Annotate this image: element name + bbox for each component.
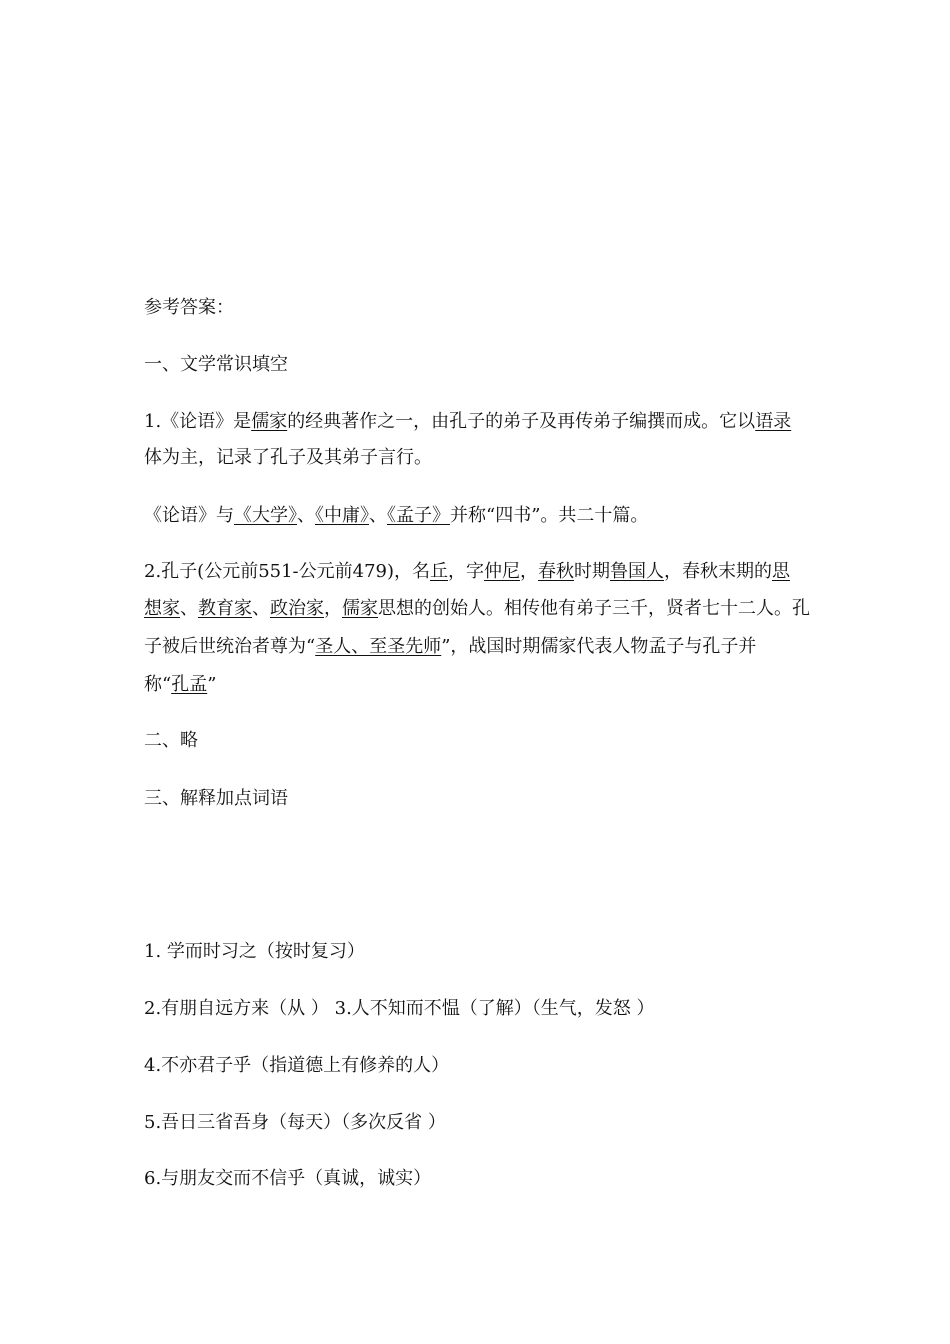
blank-answer: 教育家 [198, 598, 252, 619]
blank-answer: 政治家 [270, 598, 324, 619]
list-item: 2.有朋自远方来（从 ） 3.人不知而不愠（了解）（生气，发怒 ） [144, 998, 655, 1019]
blank-answer: 孔孟 [171, 674, 208, 695]
paragraph-1-line-2: 体为主，记录了孔子及其弟子言行。 [144, 447, 432, 468]
text: 思想的创始人。相传他有弟子三千，贤者七十二人。孔 [378, 598, 810, 619]
blank-answer: 鲁国人 [610, 561, 665, 582]
blank-answer: 想家 [144, 598, 180, 619]
text: 《论语》与 [144, 505, 234, 526]
text: ，春秋末期的 [664, 561, 773, 582]
paragraph-3-line-3 [144, 635, 756, 659]
blank-answer: 语录 [755, 411, 792, 432]
blank-answer: 《大学》 [234, 505, 297, 526]
paragraph-3-line-2 [144, 597, 810, 621]
blank-answer: 儒家 [251, 411, 288, 432]
section-heading-2: 二、略 [144, 730, 198, 751]
text: 、 [369, 505, 387, 526]
paragraph-3-line-1 [144, 560, 790, 584]
text: 的经典著作之一，由孔子的弟子及再传弟子编撰而成。它以 [287, 411, 756, 432]
blank-answer: 儒家 [342, 598, 378, 619]
section-heading-1: 一、文学常识填空 [144, 354, 288, 375]
text: ”，战国时期儒家代表人物孟子与孔子并 [441, 636, 757, 657]
text: ， [520, 561, 539, 582]
list-item: 6.与朋友交而不信乎（真诚，诚实） [144, 1168, 432, 1189]
blank-answer: 思 [772, 561, 791, 582]
blank-answer: 仲尼 [484, 561, 521, 582]
list-item: 5.吾日三省吾身（每天）（多次反省 ） [144, 1112, 446, 1133]
text: ， [324, 598, 342, 619]
text: 、 [297, 505, 315, 526]
text: 、 [180, 598, 198, 619]
list-item: 1. 学而时习之（按时复习） [144, 941, 365, 962]
text: 时期 [574, 561, 611, 582]
paragraph-2 [144, 504, 648, 528]
text: 1.《论语》是 [144, 411, 252, 432]
paragraph-3-line-4 [144, 673, 216, 697]
blank-answer: 丘 [430, 561, 449, 582]
text: ” [207, 674, 217, 695]
list-item: 4.不亦君子乎（指道德上有修养的人） [144, 1055, 450, 1076]
blank-answer: 圣人、至圣先师 [315, 636, 442, 657]
text: 并称“四书”。共二十篇。 [450, 505, 649, 526]
text: 子被后世统治者尊为“ [144, 636, 316, 657]
answer-heading: 参考答案： [144, 297, 234, 318]
text: 2.孔子(公元前551-公元前479)，名 [144, 561, 431, 582]
section-heading-3: 三、解释加点词语 [144, 788, 288, 809]
blank-answer: 《孟子》 [387, 505, 450, 526]
text: ，字 [448, 561, 485, 582]
text: 、 [252, 598, 270, 619]
paragraph-1-line-1 [144, 410, 791, 434]
blank-answer: 春秋 [538, 561, 575, 582]
blank-answer: 《中庸》 [315, 505, 369, 526]
text: 称“ [144, 674, 172, 695]
